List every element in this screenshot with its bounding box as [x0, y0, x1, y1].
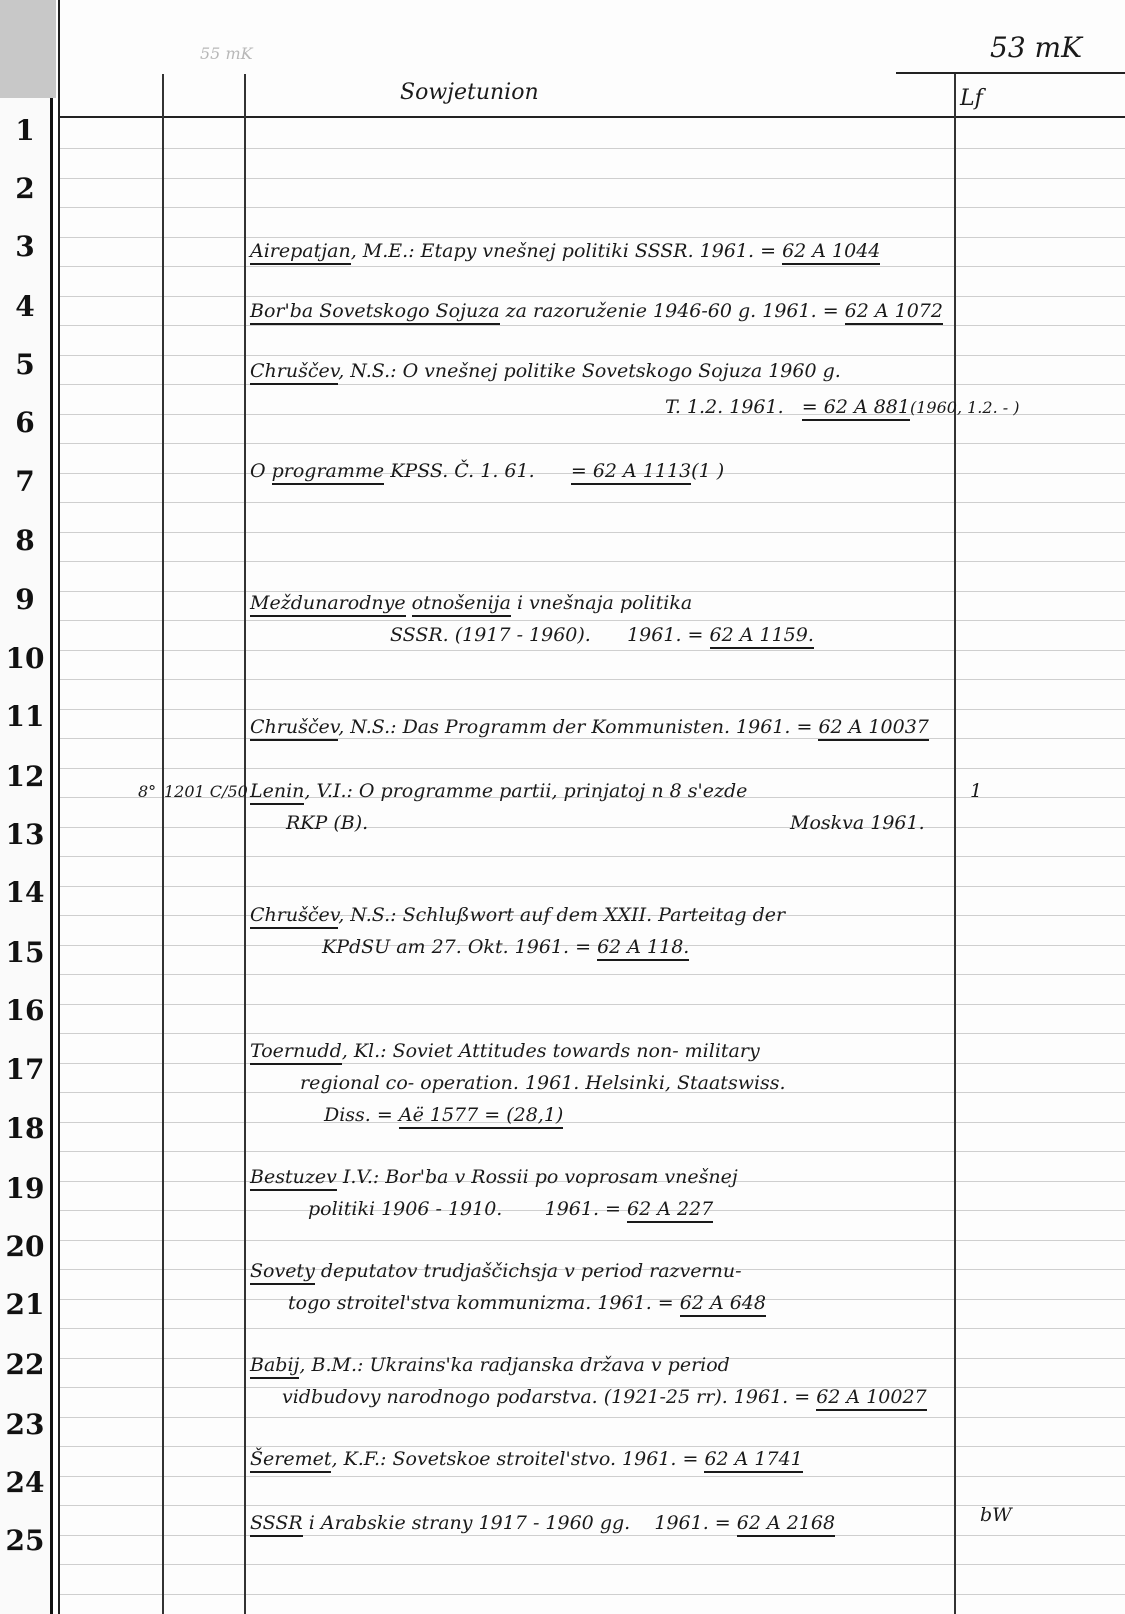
line-number: 18 — [5, 1112, 45, 1145]
ruled-line — [60, 1446, 1125, 1447]
ruled-line — [60, 148, 1125, 149]
entry-line — [250, 782, 747, 801]
ledger-page — [58, 0, 1125, 1614]
entry-line: RKP (B). — [286, 812, 369, 834]
ruled-line — [60, 1328, 1125, 1329]
author: Bestuzev — [250, 1166, 337, 1191]
column-divider — [244, 74, 246, 1614]
entry-line — [250, 906, 785, 925]
shelfmark: 62 A 2168 — [737, 1512, 835, 1537]
header-rule — [60, 116, 1125, 118]
line-number: 6 — [15, 406, 35, 439]
line-number: 2 — [15, 172, 35, 205]
year: 1961. = — [627, 624, 704, 646]
citation: SSSR. (1917 - 1960). — [390, 624, 591, 646]
line-number: 5 — [15, 348, 35, 381]
citation: , M.E.: Etapy vnešnej politiki SSSR. 1961. = — [350, 240, 777, 262]
ruled-line — [60, 384, 1125, 385]
author: Babij — [250, 1354, 299, 1379]
ruled-line — [60, 532, 1125, 533]
header-corner-rule — [896, 72, 1125, 74]
line-number: 24 — [5, 1466, 45, 1499]
ruled-line — [60, 443, 1125, 444]
title: Meždunarodnye — [250, 592, 406, 617]
line-number: 7 — [15, 465, 35, 498]
entry-line — [250, 1514, 835, 1533]
ruled-line — [60, 768, 1125, 769]
line-number: 23 — [5, 1408, 45, 1441]
format-number: 8° — [138, 782, 157, 801]
year: 1961. = — [544, 1198, 621, 1220]
ruled-line — [60, 679, 1125, 680]
citation: , N.S.: O vnešnej politike Sovetskogo Sojuza 1960 g. — [338, 360, 841, 382]
holdings: (1960, 1.2. - ) — [909, 398, 1020, 417]
title: otnošenija — [412, 592, 511, 617]
citation: , Kl.: Soviet Attitudes towards non- military — [341, 1040, 760, 1062]
author: Chruščev — [250, 904, 338, 929]
entry-line — [282, 1388, 927, 1407]
shelfmark: 62 A 1741 — [704, 1448, 802, 1473]
title: Bor'ba Sovetskogo Sojuza — [250, 300, 500, 325]
line-number: 8 — [15, 524, 35, 557]
initials-mark: bW — [980, 1504, 1012, 1526]
citation: , V.I.: O programme partii, prinjatoj n 8 s'ezde — [304, 780, 748, 802]
line-number: 16 — [5, 994, 45, 1027]
line-number: 13 — [5, 818, 45, 851]
author: Šeremet — [250, 1448, 331, 1473]
ruled-line — [60, 355, 1125, 356]
ruled-line — [60, 738, 1125, 739]
ruled-line — [60, 1122, 1125, 1123]
ruled-line — [60, 1004, 1125, 1005]
line-number: 3 — [15, 230, 35, 263]
shelfmark: = 62 A 881 — [802, 396, 910, 421]
shelfmark: 62 A 10027 — [816, 1386, 926, 1411]
ruled-line — [60, 266, 1125, 267]
scanner-tab — [0, 0, 56, 98]
ruled-line — [60, 1240, 1125, 1241]
call-number: 1201 C/50 — [164, 782, 248, 801]
line-number: 10 — [5, 642, 45, 675]
shelfmark: 62 A 1159. — [710, 624, 814, 649]
citation: , B.M.: Ukrains'ka radjanska država v period — [299, 1354, 730, 1376]
entry-line — [390, 626, 814, 645]
entry-line — [250, 594, 692, 613]
ruled-line — [60, 178, 1125, 179]
citation: , N.S.: Schlußwort auf dem XXII. Parteitag der — [338, 904, 786, 926]
citation: togo stroitel'stva kommunizma. 1961. = — [288, 1292, 674, 1314]
ruled-line — [60, 325, 1125, 326]
line-number: 1 — [15, 114, 35, 147]
ruled-line — [60, 827, 1125, 828]
entry-line — [250, 1168, 738, 1187]
ruled-line — [60, 1535, 1125, 1536]
citation: politiki 1906 - 1910. — [308, 1198, 503, 1220]
line-number: 21 — [5, 1288, 45, 1321]
title: programme — [272, 460, 385, 485]
entry-line — [308, 1200, 713, 1219]
citation: KPdSU am 27. Okt. 1961. = — [322, 936, 592, 958]
ruled-line — [60, 1564, 1125, 1565]
entry-line — [250, 1042, 760, 1061]
entry-line — [250, 1262, 742, 1281]
ruled-line — [60, 1476, 1125, 1477]
shelfmark: 62 A 227 — [627, 1198, 713, 1223]
author: Lenin — [250, 780, 304, 805]
ruled-line — [60, 1505, 1125, 1506]
shelfmark: 62 A 648 — [680, 1292, 766, 1317]
citation: deputatov trudjaščichsja v period razvernu- — [314, 1260, 742, 1282]
line-number: 9 — [15, 583, 35, 616]
ruled-line — [60, 1151, 1125, 1152]
line-number: 19 — [5, 1172, 45, 1205]
shelfmark: 62 A 10037 — [818, 716, 928, 741]
entry-line — [250, 462, 724, 481]
line-number-strip — [0, 98, 53, 1614]
ruled-line — [60, 1417, 1125, 1418]
ruled-line — [60, 856, 1125, 857]
line-number: 4 — [15, 290, 35, 323]
entry-line — [250, 362, 841, 381]
entry-line — [250, 718, 929, 737]
ruled-line — [60, 561, 1125, 562]
line-number: 22 — [5, 1348, 45, 1381]
page-title: Sowjetunion — [400, 80, 539, 105]
author: Chruščev — [250, 716, 338, 741]
author: Chruščev — [250, 360, 338, 385]
entry-line — [250, 1450, 803, 1469]
citation: , N.S.: Das Programm der Kommunisten. 1961. = — [338, 716, 813, 738]
ruled-line — [60, 650, 1125, 651]
shelfmark: = 62 A 1113 — [571, 460, 691, 485]
shelf-code: 53 mK — [990, 31, 1082, 64]
ruled-line — [60, 1033, 1125, 1034]
entry-line — [324, 1106, 563, 1125]
entry-line — [250, 302, 943, 321]
faint-stamp: 55 mK — [200, 44, 253, 63]
citation: , K.F.: Sovetskoe stroitel'stvo. 1961. = — [331, 1448, 699, 1470]
citation: KPSS. Č. 1. 61. — [384, 460, 535, 482]
shelfmark: 62 A 1044 — [782, 240, 880, 265]
line-number: 15 — [5, 936, 45, 969]
citation: i Arabskie strany 1917 - 1960 gg. — [302, 1512, 631, 1534]
ruled-line — [60, 620, 1125, 621]
year: 1961. = — [654, 1512, 731, 1534]
ruled-line — [60, 237, 1125, 238]
entry-line — [250, 1356, 730, 1375]
ruled-line — [60, 709, 1125, 710]
shelfmark: Aë 1577 = (28,1) — [399, 1104, 564, 1129]
imprint: Moskva 1961. — [790, 812, 925, 834]
citation: I.V.: Bor'ba v Rossii po voprosam vnešnej — [336, 1166, 738, 1188]
entry-line: regional co- operation. 1961. Helsinki, Staatswiss. — [300, 1072, 786, 1094]
entry-line — [322, 938, 689, 957]
shelfmark: 62 A 118. — [597, 936, 689, 961]
ruled-line — [60, 207, 1125, 208]
shelfmark: 62 A 1072 — [845, 300, 943, 325]
page-mark: Lf — [960, 86, 983, 111]
entry-line — [250, 242, 880, 261]
title: SSSR — [250, 1512, 303, 1537]
margin-mark: 1 — [970, 780, 983, 802]
line-number: 25 — [5, 1524, 45, 1557]
column-divider — [162, 74, 164, 1614]
entry-line — [288, 1294, 766, 1313]
line-number: 17 — [5, 1053, 45, 1086]
author: Sovety — [250, 1260, 315, 1285]
line-number: 11 — [5, 700, 45, 733]
citation: vidbudovy narodnogo podarstva. (1921-25 rr). 1961. = — [282, 1386, 811, 1408]
volume-year: T. 1.2. 1961. — [665, 396, 784, 418]
ruled-line — [60, 1594, 1125, 1595]
ruled-line — [60, 886, 1125, 887]
column-divider — [954, 74, 956, 1614]
holdings: (1 ) — [691, 460, 725, 482]
citation: Diss. = — [324, 1104, 393, 1126]
citation: i vnešnaja politika — [510, 592, 693, 614]
author: Toernudd — [250, 1040, 342, 1065]
line-number: 12 — [5, 760, 45, 793]
ruled-line — [60, 974, 1125, 975]
citation: za razoruženie 1946-60 g. 1961. = — [499, 300, 839, 322]
ruled-line — [60, 502, 1125, 503]
ruled-line — [60, 296, 1125, 297]
entry-line — [665, 398, 1019, 417]
line-number: 14 — [5, 876, 45, 909]
author: Airepatjan — [250, 240, 351, 265]
ruled-line — [60, 1063, 1125, 1064]
article: O — [250, 460, 266, 482]
line-number: 20 — [5, 1230, 45, 1263]
